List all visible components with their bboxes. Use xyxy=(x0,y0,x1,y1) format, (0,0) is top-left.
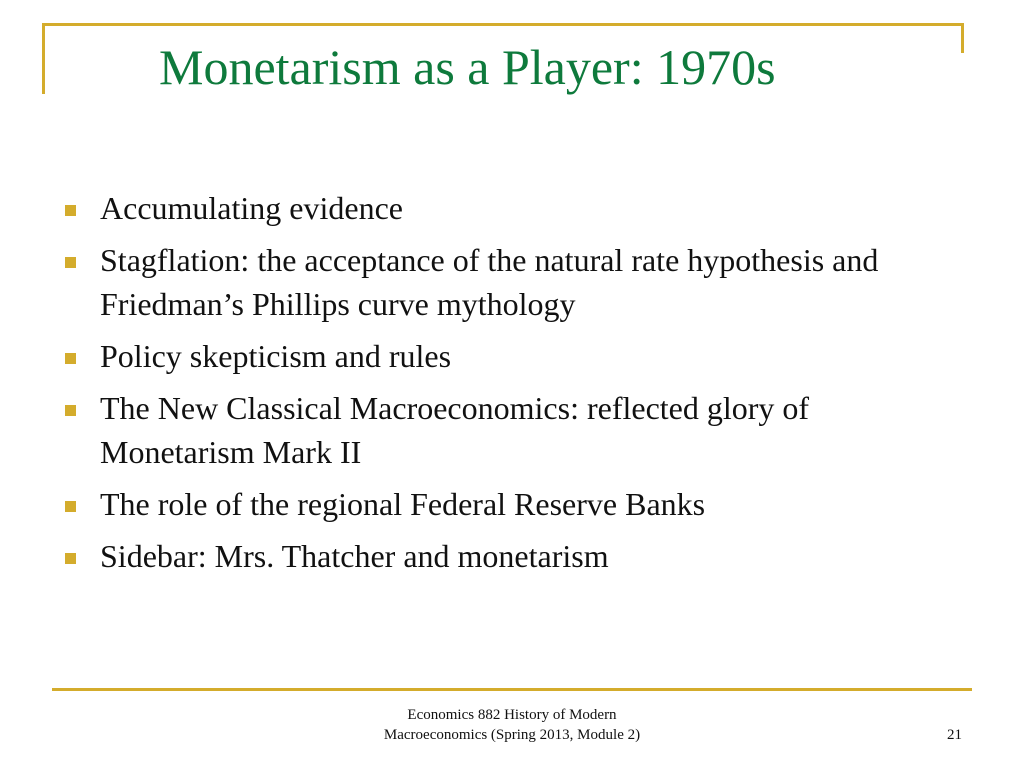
bullet-list xyxy=(60,186,970,586)
bullet-text: The role of the regional Federal Reserve Banks xyxy=(100,486,706,522)
square-bullet-icon xyxy=(65,405,76,416)
frame-right-rule xyxy=(961,23,964,53)
bullet-text: Sidebar: Mrs. Thatcher and monetarism xyxy=(100,538,609,574)
bullet-item xyxy=(60,334,970,378)
bullet-item xyxy=(60,482,970,526)
bullet-item xyxy=(60,534,970,578)
frame-top-rule xyxy=(42,23,964,26)
footer-line-1: Economics 882 History of Modern xyxy=(407,707,617,723)
frame-left-rule xyxy=(42,23,45,94)
bullet-item xyxy=(60,238,970,326)
slide-number: 21 xyxy=(947,727,962,743)
bullet-text: The New Classical Macroeconomics: reflected glory of Monetarism Mark II xyxy=(100,390,810,470)
slide-title: Monetarism as a Player: 1970s xyxy=(159,39,776,95)
bullet-item xyxy=(60,386,970,474)
footer-line-2: Macroeconomics (Spring 2013, Module 2) xyxy=(383,727,641,743)
square-bullet-icon xyxy=(65,553,76,564)
bullet-text: Stagflation: the acceptance of the natural rate hypothesis and Friedman’s Phillips curve mythology xyxy=(100,242,879,322)
footer-rule xyxy=(52,688,972,691)
bullet-text: Accumulating evidence xyxy=(100,190,403,226)
square-bullet-icon xyxy=(65,353,76,364)
bullet-text: Policy skepticism and rules xyxy=(100,338,452,374)
square-bullet-icon xyxy=(65,501,76,512)
bullet-item xyxy=(60,186,970,230)
slide-footer xyxy=(312,705,712,745)
square-bullet-icon xyxy=(65,205,76,216)
square-bullet-icon xyxy=(65,257,76,268)
